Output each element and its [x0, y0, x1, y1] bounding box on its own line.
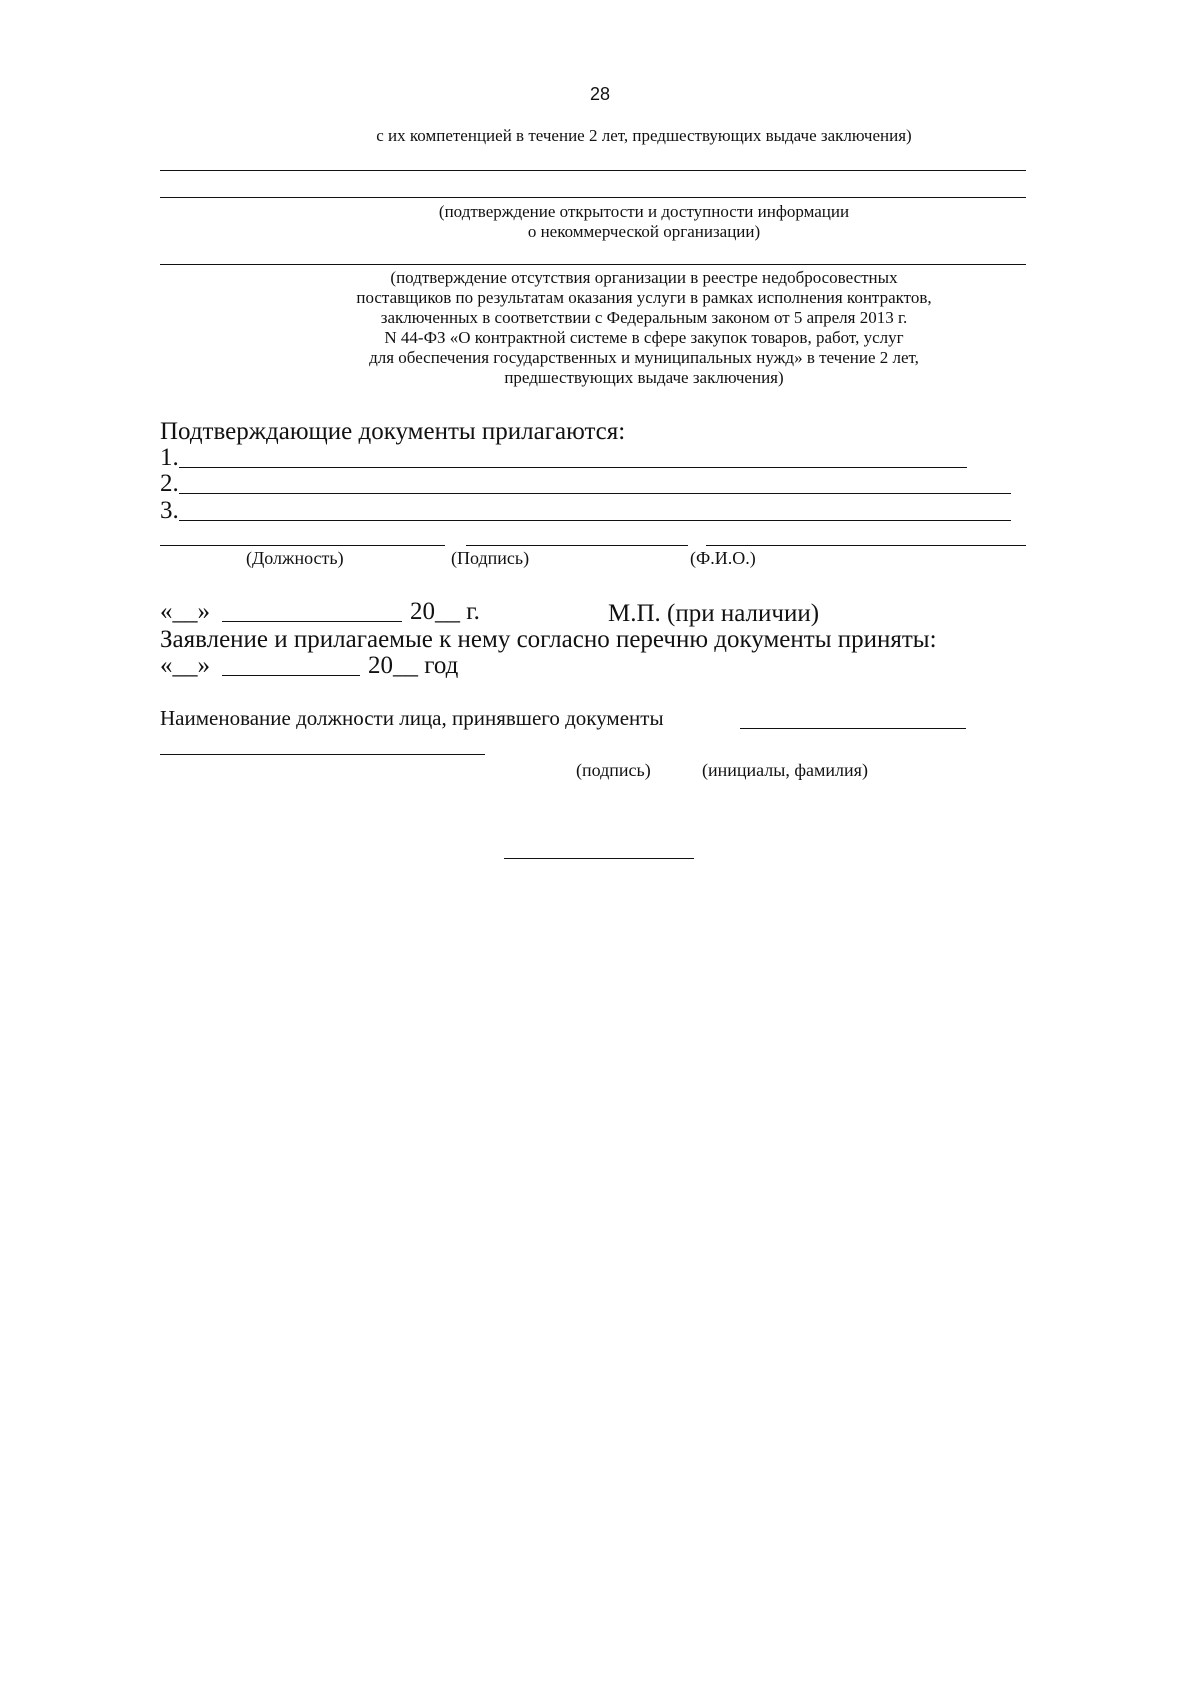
signature-line [466, 545, 688, 546]
receiver-name-caption: (инициалы, фамилия) [702, 760, 868, 780]
signature-caption: (Подпись) [451, 548, 530, 568]
stamp-note: М.П. (при наличии) [608, 600, 820, 627]
position-line [160, 545, 445, 546]
attachment-blank [179, 518, 1011, 521]
attachment-row [160, 497, 1011, 525]
attachment-blank [179, 491, 1011, 494]
attachment-number: 3. [160, 497, 179, 524]
registry-note [44, 268, 1200, 388]
date-day: «__» [160, 652, 210, 679]
attachment-row [160, 444, 967, 472]
date-year: 20__ г. [410, 598, 480, 625]
openness-note-line: (подтверждение открытости и доступности информации [438, 202, 850, 221]
attachment-number: 2. [160, 470, 179, 497]
date-line-2 [160, 652, 458, 680]
end-separator [504, 858, 694, 859]
registry-note-line: поставщиков по результатам оказания услуги в рамках исполнения контрактов, [356, 288, 932, 307]
registry-note-line: предшествующих выдаче заключения) [504, 368, 784, 387]
accepted-text: Заявление и прилагаемые к нему согласно перечню документы приняты: [160, 626, 937, 653]
date-line-1 [160, 598, 480, 626]
attachment-blank [179, 465, 967, 468]
receiver-signature-line [740, 728, 966, 729]
registry-note-line: N 44-ФЗ «О контрактной системе в сфере закупок товаров, работ, услуг [384, 328, 904, 347]
fill-line [160, 170, 1026, 171]
registry-note-line: для обеспечения государственных и муниципальных нужд» в течение 2 лет, [369, 348, 919, 367]
openness-note [44, 202, 1200, 242]
registry-note-line: заключенных в соответствии с Федеральным законом от 5 апреля 2013 г. [380, 308, 908, 327]
receiver-label: Наименование должности лица, принявшего документы [160, 706, 664, 730]
date-year: 20__ год [368, 652, 459, 679]
openness-note-line: о некоммерческой организации) [527, 222, 761, 241]
fio-caption: (Ф.И.О.) [690, 548, 756, 568]
date-day: «__» [160, 598, 210, 625]
date-month-blank [222, 619, 402, 622]
competence-note: с их компетенцией в течение 2 лет, предшествующих выдаче заключения) [376, 126, 912, 145]
date-month-blank [222, 673, 360, 676]
fio-line [706, 545, 1026, 546]
attachment-row [160, 470, 1011, 498]
registry-note-line: (подтверждение отсутствия организации в реестре недобросовестных [390, 268, 898, 287]
fill-line [160, 197, 1026, 198]
receiver-position-line [160, 754, 485, 755]
attachments-heading: Подтверждающие документы прилагаются: [160, 418, 626, 445]
position-caption: (Должность) [246, 548, 344, 568]
attachment-number: 1. [160, 444, 179, 471]
fill-line [160, 264, 1026, 265]
page-number: 28 [589, 84, 611, 104]
receiver-signature-caption: (подпись) [576, 760, 651, 780]
